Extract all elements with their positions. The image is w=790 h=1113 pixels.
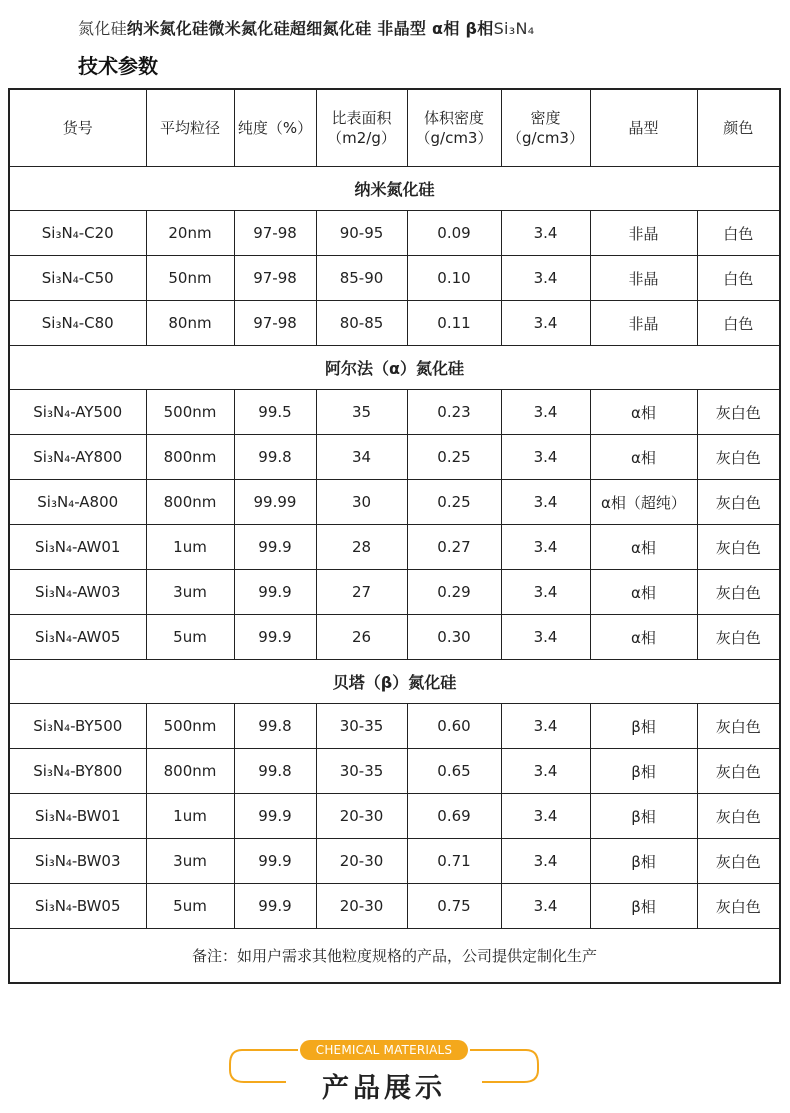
table-header-row — [9, 89, 780, 167]
table-cell: 0.30 — [407, 615, 501, 660]
table-cell: 3.4 — [501, 256, 590, 301]
table-cell: Si₃N₄-A800 — [9, 480, 146, 525]
table-cell: 非晶 — [590, 211, 697, 256]
table-cell: 0.09 — [407, 211, 501, 256]
table-cell: 灰白色 — [697, 435, 780, 480]
section-header-row — [9, 660, 780, 704]
table-cell: β相 — [590, 839, 697, 884]
table-cell: Si₃N₄-C50 — [9, 256, 146, 301]
column-header: 颜色 — [697, 89, 780, 167]
table-cell: 3.4 — [501, 839, 590, 884]
footer-pill-label: CHEMICAL MATERIALS — [300, 1040, 468, 1060]
table-row — [9, 704, 780, 749]
table-cell: 99.8 — [234, 704, 316, 749]
table-cell: 97-98 — [234, 301, 316, 346]
table-cell: 3.4 — [501, 884, 590, 929]
table-cell: 3um — [146, 570, 234, 615]
table-cell: 20-30 — [316, 884, 407, 929]
table-row — [9, 480, 780, 525]
table-cell: 3.4 — [501, 480, 590, 525]
note-row — [9, 929, 780, 984]
column-header: 密度 （g/cm3） — [501, 89, 590, 167]
table-cell: 99.9 — [234, 884, 316, 929]
table-cell: 20-30 — [316, 839, 407, 884]
table-row — [9, 884, 780, 929]
table-row — [9, 749, 780, 794]
column-header: 晶型 — [590, 89, 697, 167]
table-cell: β相 — [590, 884, 697, 929]
table-cell: 80nm — [146, 301, 234, 346]
table-cell: 0.27 — [407, 525, 501, 570]
table-cell: Si₃N₄-AW01 — [9, 525, 146, 570]
table-cell: 27 — [316, 570, 407, 615]
table-cell: 0.69 — [407, 794, 501, 839]
table-cell: 灰白色 — [697, 794, 780, 839]
table-cell: 99.5 — [234, 390, 316, 435]
table-cell: 800nm — [146, 435, 234, 480]
table-row — [9, 301, 780, 346]
column-header: 纯度（%） — [234, 89, 316, 167]
table-row — [9, 525, 780, 570]
table-cell: 99.8 — [234, 749, 316, 794]
table-row — [9, 256, 780, 301]
table-cell: 3.4 — [501, 301, 590, 346]
table-row — [9, 390, 780, 435]
table-cell: Si₃N₄-BY800 — [9, 749, 146, 794]
table-cell: 30-35 — [316, 704, 407, 749]
table-cell: 35 — [316, 390, 407, 435]
column-header: 比表面积 （m2/g） — [316, 89, 407, 167]
table-cell: 26 — [316, 615, 407, 660]
table-cell: 34 — [316, 435, 407, 480]
column-header: 平均粒径 — [146, 89, 234, 167]
column-header: 体积密度 （g/cm3） — [407, 89, 501, 167]
table-cell: 90-95 — [316, 211, 407, 256]
table-cell: β相 — [590, 749, 697, 794]
table-cell: 20-30 — [316, 794, 407, 839]
table-cell: 85-90 — [316, 256, 407, 301]
column-header: 货号 — [9, 89, 146, 167]
table-cell: 灰白色 — [697, 704, 780, 749]
table-cell: 0.65 — [407, 749, 501, 794]
table-cell: 3.4 — [501, 615, 590, 660]
section-header-row — [9, 167, 780, 211]
table-cell: 非晶 — [590, 256, 697, 301]
table-cell: 5um — [146, 884, 234, 929]
table-cell: β相 — [590, 704, 697, 749]
table-cell: 500nm — [146, 704, 234, 749]
table-cell: 99.9 — [234, 839, 316, 884]
table-cell: Si₃N₄-BY500 — [9, 704, 146, 749]
table-cell: 30 — [316, 480, 407, 525]
table-row — [9, 435, 780, 480]
table-cell: 0.23 — [407, 390, 501, 435]
table-cell: α相 — [590, 525, 697, 570]
table-cell: 97-98 — [234, 211, 316, 256]
table-cell: β相 — [590, 794, 697, 839]
table-cell: Si₃N₄-C20 — [9, 211, 146, 256]
table-row — [9, 794, 780, 839]
title-bold: 纳米氮化硅微米氮化硅超细氮化硅 非晶型 α相 β相 — [126, 19, 494, 38]
note-text: 备注：如用户需求其他粒度规格的产品，公司提供定制化生产 — [9, 929, 780, 984]
table-cell: 0.25 — [407, 480, 501, 525]
section-title: 贝塔（β）氮化硅 — [9, 660, 780, 704]
table-cell: 灰白色 — [697, 884, 780, 929]
table-cell: 50nm — [146, 256, 234, 301]
table-cell: 5um — [146, 615, 234, 660]
footer-banner — [228, 1040, 540, 1110]
table-cell: 灰白色 — [697, 525, 780, 570]
table-cell: 99.99 — [234, 480, 316, 525]
table-cell: 0.29 — [407, 570, 501, 615]
table-cell: 3um — [146, 839, 234, 884]
table-cell: 500nm — [146, 390, 234, 435]
table-cell: 3.4 — [501, 211, 590, 256]
table-row — [9, 570, 780, 615]
table-cell: 0.60 — [407, 704, 501, 749]
table-cell: 1um — [146, 794, 234, 839]
table-cell: Si₃N₄-AW03 — [9, 570, 146, 615]
table-cell: 80-85 — [316, 301, 407, 346]
section-header-row — [9, 346, 780, 390]
table-cell: Si₃N₄-BW01 — [9, 794, 146, 839]
table-cell: 3.4 — [501, 704, 590, 749]
title-formula: Si₃N₄ — [493, 19, 535, 38]
table-cell: 28 — [316, 525, 407, 570]
table-cell: 灰白色 — [697, 480, 780, 525]
table-cell: 800nm — [146, 749, 234, 794]
table-cell: Si₃N₄-AY800 — [9, 435, 146, 480]
table-cell: α相 — [590, 615, 697, 660]
table-row — [9, 839, 780, 884]
table-cell: 99.9 — [234, 615, 316, 660]
table-cell: 99.9 — [234, 570, 316, 615]
table-cell: 99.9 — [234, 794, 316, 839]
table-row — [9, 211, 780, 256]
table-cell: 白色 — [697, 301, 780, 346]
table-row — [9, 615, 780, 660]
table-cell: α相 — [590, 390, 697, 435]
title-plain: 氮化硅 — [78, 19, 127, 38]
footer-heading: 产品展示 — [322, 1073, 446, 1104]
table-cell: 0.25 — [407, 435, 501, 480]
table-cell: 非晶 — [590, 301, 697, 346]
table-cell: α相（超纯） — [590, 480, 697, 525]
table-cell: Si₃N₄-AY500 — [9, 390, 146, 435]
section-title: 阿尔法（α）氮化硅 — [9, 346, 780, 390]
table-cell: 99.9 — [234, 525, 316, 570]
table-cell: Si₃N₄-AW05 — [9, 615, 146, 660]
section-title: 纳米氮化硅 — [9, 167, 780, 211]
table-cell: 白色 — [697, 211, 780, 256]
table-cell: 灰白色 — [697, 615, 780, 660]
table-cell: 0.71 — [407, 839, 501, 884]
table-cell: 3.4 — [501, 794, 590, 839]
table-cell: Si₃N₄-BW03 — [9, 839, 146, 884]
table-cell: 灰白色 — [697, 570, 780, 615]
table-cell: α相 — [590, 435, 697, 480]
table-cell: 灰白色 — [697, 839, 780, 884]
table-cell: 0.75 — [407, 884, 501, 929]
table-cell: 3.4 — [501, 525, 590, 570]
table-cell: 30-35 — [316, 749, 407, 794]
table-cell: 0.11 — [407, 301, 501, 346]
table-cell: 97-98 — [234, 256, 316, 301]
table-cell: Si₃N₄-C80 — [9, 301, 146, 346]
section-heading: 技术参数 — [78, 54, 158, 78]
table-cell: 灰白色 — [697, 390, 780, 435]
table-cell: 灰白色 — [697, 749, 780, 794]
table-cell: Si₃N₄-BW05 — [9, 884, 146, 929]
table-cell: 3.4 — [501, 435, 590, 480]
document-title — [78, 16, 534, 39]
table-cell: 3.4 — [501, 749, 590, 794]
table-cell: 3.4 — [501, 570, 590, 615]
table-cell: 1um — [146, 525, 234, 570]
table-cell: 800nm — [146, 480, 234, 525]
table-cell: 3.4 — [501, 390, 590, 435]
table-cell: 0.10 — [407, 256, 501, 301]
spec-table — [8, 88, 781, 984]
table-cell: 20nm — [146, 211, 234, 256]
table-cell: 99.8 — [234, 435, 316, 480]
table-cell: α相 — [590, 570, 697, 615]
table-cell: 白色 — [697, 256, 780, 301]
